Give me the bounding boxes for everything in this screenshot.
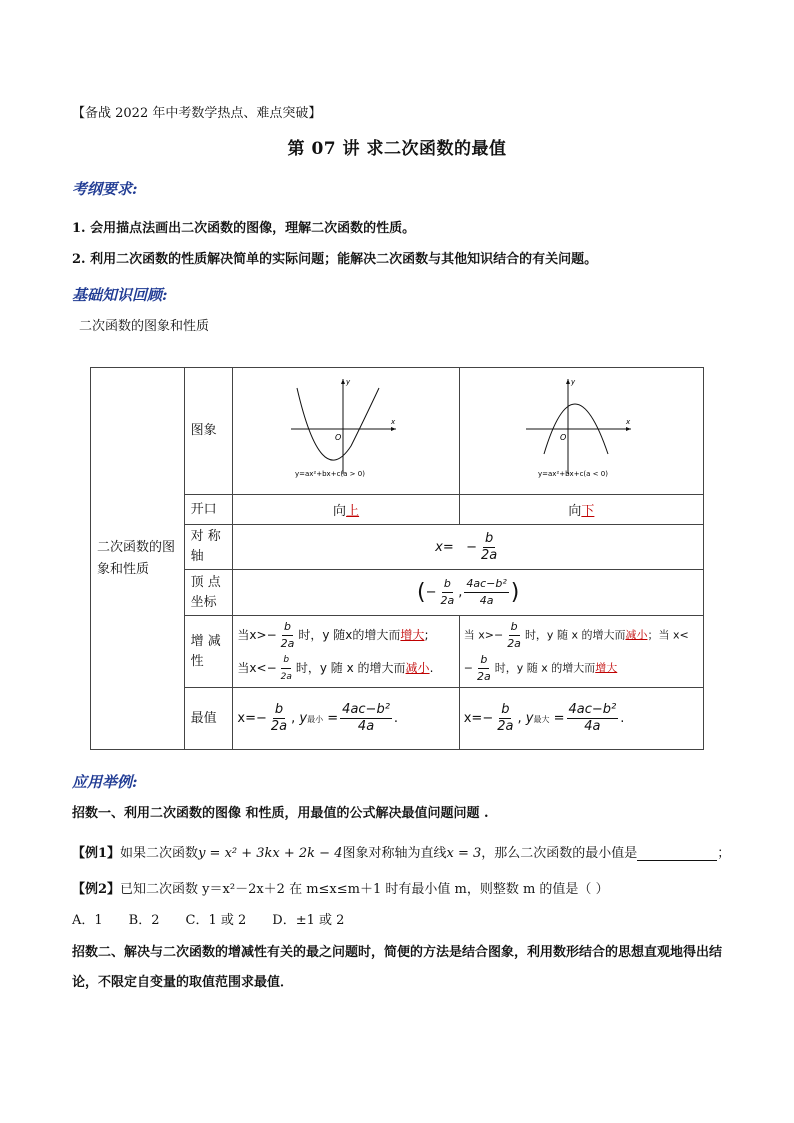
fraction bbox=[567, 702, 619, 735]
outline-item-1: 1. 会用描点法画出二次函数的图像，理解二次函数的性质。 bbox=[72, 221, 416, 236]
table-left-label bbox=[91, 368, 185, 750]
text: 当x< bbox=[237, 660, 267, 675]
header-tag: 【备战 2022 年中考数学热点、难点突破】 bbox=[72, 106, 322, 121]
fraction bbox=[505, 619, 523, 652]
eq: = bbox=[327, 711, 339, 726]
text: x= bbox=[237, 711, 256, 726]
opening-up-cell bbox=[233, 495, 459, 525]
section-heading-examples: 应用举例: bbox=[72, 773, 138, 791]
frac-den: 2a bbox=[507, 636, 521, 650]
frac-num: b bbox=[509, 619, 520, 636]
graph-caption-up: y=ax²+bx+c(a > 0) bbox=[295, 470, 365, 478]
text: ；当 x< bbox=[647, 628, 689, 641]
axis-fraction bbox=[479, 531, 499, 564]
method-2: 招数二、解决与二次函数的增减性有关的最之问题时，简便的方法是结合图象，利用数形结合的思想直观地得出结论，不限定自变量的取值范围求最值． bbox=[72, 945, 723, 990]
frac-num: 4ac−b² bbox=[342, 702, 390, 717]
text: 时，y 随 x 的增大而 bbox=[295, 660, 406, 675]
eq: = bbox=[553, 711, 565, 726]
extreme-min-cell: x=− $\frac{b}{2a}$ , y最小 = $\frac{\text{4ac−b²}}{4a}$ . bbox=[233, 688, 459, 750]
axis-x-label-right: x bbox=[626, 418, 631, 426]
frac-den: 2a bbox=[440, 594, 455, 607]
frac-num: b bbox=[485, 530, 494, 546]
fraction bbox=[279, 619, 297, 652]
outline-item-2: 2. 利用二次函数的性质解决简单的实际问题；能解决二次函数与其他知识结合的有关问题。 bbox=[72, 252, 598, 267]
basics-subtitle: 二次函数的图象和性质 bbox=[79, 319, 210, 334]
text: x= bbox=[463, 711, 483, 726]
properties-table bbox=[90, 367, 704, 750]
answer-blank[interactable] bbox=[637, 846, 717, 861]
opening-down-prefix: 向 bbox=[568, 504, 582, 519]
monotonic-down-line1 bbox=[464, 619, 699, 652]
row-label-extreme: 最值 bbox=[184, 688, 233, 750]
frac-num: 4ac−b² bbox=[464, 576, 508, 593]
opening-up-value: 上 bbox=[346, 504, 360, 519]
fraction bbox=[475, 652, 493, 685]
frac-num: b bbox=[501, 702, 510, 717]
opening-down-value: 下 bbox=[581, 504, 595, 519]
row-label-axis: 对 称 轴 bbox=[184, 525, 233, 570]
origin-label-right: O bbox=[560, 433, 567, 442]
frac-num: 4ac−b² bbox=[568, 702, 617, 717]
text: 当 x> bbox=[463, 628, 494, 641]
minus: − bbox=[463, 661, 473, 674]
graph-upward-cell bbox=[233, 368, 459, 495]
highlight: 增大 bbox=[400, 627, 425, 642]
row-label-image: 图象 bbox=[184, 368, 233, 495]
option-a[interactable]: A．1 bbox=[72, 913, 103, 928]
fraction bbox=[340, 702, 392, 735]
axis-y-label-right: y bbox=[571, 378, 576, 386]
highlight: 减小 bbox=[405, 660, 430, 675]
vertex-x-fraction bbox=[439, 576, 457, 609]
axis-formula-cell bbox=[233, 525, 704, 570]
opening-up-prefix: 向 bbox=[333, 504, 347, 519]
frac-num: b bbox=[478, 652, 489, 669]
text: 时，y 随x的增大而 bbox=[298, 627, 401, 642]
frac-den: 4a bbox=[479, 594, 494, 607]
example-1 bbox=[72, 842, 730, 861]
y-symbol: y bbox=[525, 711, 534, 726]
highlight: 增大 bbox=[595, 661, 618, 674]
option-b[interactable]: B．2 bbox=[128, 913, 160, 928]
row-label-vertex: 顶 点 坐标 bbox=[184, 570, 233, 616]
minus: − bbox=[266, 627, 277, 642]
text: 如果二次函数 bbox=[120, 846, 199, 861]
frac-den: 2a bbox=[280, 671, 292, 682]
monotonic-down-line2 bbox=[464, 652, 699, 685]
parabola-up-graph bbox=[291, 374, 401, 484]
highlight: 减小 bbox=[625, 628, 648, 641]
parabola-down-graph bbox=[526, 374, 636, 484]
text: 当x> bbox=[237, 627, 267, 642]
axis-formula-lhs: x= bbox=[435, 539, 454, 555]
y-symbol: y bbox=[299, 711, 308, 726]
fraction bbox=[495, 702, 515, 735]
monotonic-up-line2: 当x<− $\frac{b}{2a}$ 时，y 随 x 的增大而减小. bbox=[237, 652, 454, 685]
option-c[interactable]: C．1 或 2 bbox=[185, 913, 247, 928]
fraction bbox=[269, 702, 289, 735]
minus: − bbox=[256, 711, 267, 726]
text: 图象对称轴为直线 bbox=[342, 846, 447, 861]
frac-den: 2a bbox=[280, 636, 295, 650]
section-heading-outline: 考纲要求: bbox=[72, 180, 138, 198]
formula: y = x² + 3kx + 2k − 4 bbox=[198, 846, 343, 861]
frac-num: b bbox=[274, 702, 284, 717]
text: ； bbox=[717, 846, 731, 861]
minus: − bbox=[493, 628, 504, 641]
text: ，那么二次函数的最小值是 bbox=[481, 846, 638, 861]
table-left-label-text: 二次函数的图象和性质 bbox=[97, 539, 176, 577]
subscript: 最大 bbox=[533, 715, 550, 724]
vertex-paren-right: ) bbox=[510, 580, 520, 605]
vertex-minus: − bbox=[425, 585, 437, 600]
vertex-y-fraction bbox=[464, 576, 508, 609]
graph-caption-down: y=ax²+bx+c(a < 0) bbox=[538, 470, 609, 478]
frac-num: b bbox=[282, 619, 293, 636]
vertex-paren-left: ( bbox=[417, 580, 426, 605]
monotonic-up-cell bbox=[233, 616, 459, 688]
frac-den: 2a bbox=[476, 669, 491, 683]
frac-den: 4a bbox=[584, 719, 601, 734]
row-label-opening: 开口 bbox=[184, 495, 233, 525]
vertex-formula-cell: (− $\frac{b}{2a}$ , $\frac{\text{4ac−b²}}{4a}$ ) bbox=[233, 570, 704, 616]
text: 时，y 随 x 的增大而 bbox=[524, 628, 626, 641]
options-row bbox=[72, 909, 344, 928]
text: 时，y 随 x 的增大而 bbox=[494, 661, 596, 674]
example-label: 【例2】 bbox=[72, 882, 121, 897]
text: 已知二次函数 y＝x²－2x＋2 在 m≤x≤m＋1 时有最小值 m，则整数 m 的值是（ ） bbox=[120, 882, 609, 897]
monotonic-down-cell bbox=[459, 616, 703, 688]
frac-den: 4a bbox=[357, 719, 375, 734]
page-title: 第 07 讲 求二次函数的最值 bbox=[287, 139, 507, 159]
axis-minus: − bbox=[466, 539, 478, 555]
graph-downward-cell bbox=[459, 368, 703, 495]
section-heading-basics: 基础知识回顾: bbox=[72, 286, 168, 304]
frac-den: 2a bbox=[497, 719, 514, 734]
extreme-max-cell: x=− $\frac{b}{2a}$ , y最大 = $\frac{\text{4ac−b²}}{4a}$ . bbox=[459, 688, 703, 750]
method-1: 招数一、利用二次函数的图像 和性质，用最值的公式解决最值问题问题 . bbox=[72, 806, 489, 821]
origin-label-left: O bbox=[335, 433, 342, 442]
row-label-monotonic: 增 减 性 bbox=[184, 616, 233, 688]
minus: − bbox=[266, 660, 277, 675]
example-label: 【例1】 bbox=[72, 846, 121, 861]
frac-num: b bbox=[442, 576, 453, 593]
opening-down-cell bbox=[459, 495, 703, 525]
frac-den: 2a bbox=[270, 719, 288, 734]
axis-y-label-left: y bbox=[346, 378, 351, 386]
frac-den: 2a bbox=[481, 547, 498, 563]
minus: − bbox=[482, 711, 494, 726]
example-2 bbox=[72, 878, 609, 897]
fraction bbox=[279, 652, 294, 685]
formula: x = 3 bbox=[446, 846, 482, 861]
monotonic-up-line1: 当x>− $\frac{b}{2a}$ 时，y 随x的增大而增大; bbox=[237, 619, 429, 650]
subscript: 最小 bbox=[307, 715, 324, 724]
option-d[interactable]: D．±1 或 2 bbox=[272, 913, 345, 928]
axis-x-label-left: x bbox=[391, 418, 396, 426]
frac-num: b bbox=[281, 652, 291, 669]
